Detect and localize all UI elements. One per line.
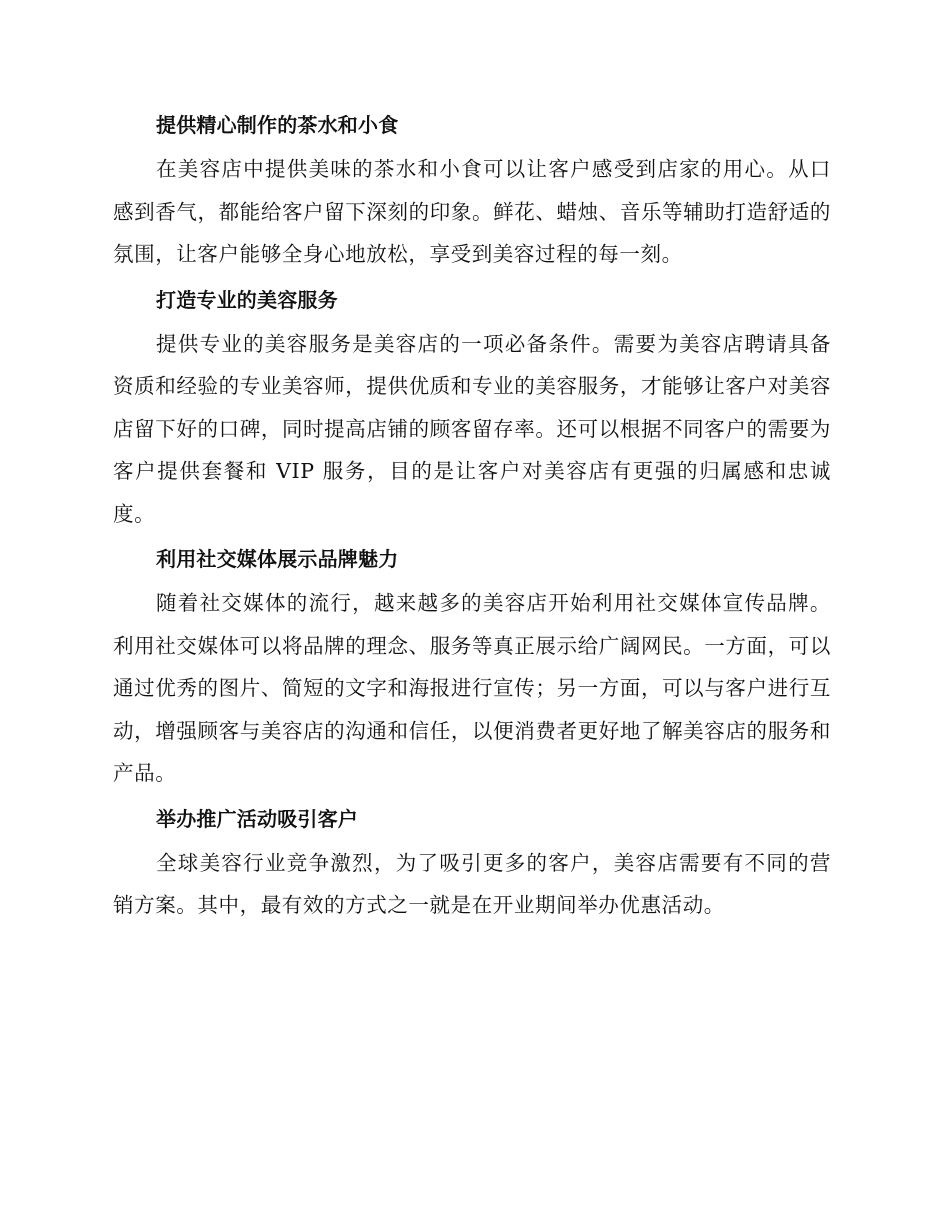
section-heading: 打造专业的美容服务 [156, 287, 338, 312]
section-professional-service [113, 279, 831, 536]
section-paragraph: 在美容店中提供美味的茶水和小食可以让客户感受到店家的用心。从口感到香气，都能给客户留下深刻的印象。鲜花、蜡烛、音乐等辅助打造舒适的氛围，让客户能够全身心地放松，享受到美容过程的每一刻。 [113, 157, 831, 266]
section-heading: 提供精心制作的茶水和小食 [156, 113, 399, 137]
section-paragraph: 提供专业的美容服务是美容店的一项必备条件。需要为美容店聘请具备资质和经验的专业美容师，提供优质和专业的美容服务，才能够让客户对美容店留下好的口碑，同时提高店铺的顾客留存率。还可以根据不同客户的需要为客户提供套餐和 VIP 服务，目的是让客户对美容店有更强的归属感和忠诚度。 [113, 331, 831, 526]
section-paragraph: 全球美容行业竞争激烈，为了吸引更多的客户，美容店需要有不同的营销方案。其中，最有效的方式之一就是在开业期间举办优惠活动。 [113, 850, 831, 917]
section-heading: 利用社交媒体展示品牌魅力 [156, 547, 399, 571]
section-social-media [113, 538, 831, 795]
section-heading: 举办推广活动吸引客户 [156, 806, 358, 831]
document-page [113, 104, 831, 930]
section-tea-snacks [113, 104, 831, 276]
section-promotion [113, 798, 831, 927]
section-paragraph: 随着社交媒体的流行，越来越多的美容店开始利用社交媒体宣传品牌。利用社交媒体可以将品牌的理念、服务等真正展示给广阔网民。一方面，可以通过优秀的图片、简短的文字和海报进行宣传；另一方面，可以与客户进行互动，增强顾客与美容店的沟通和信任，以便消费者更好地了解美容店的服务和产品。 [113, 591, 831, 785]
